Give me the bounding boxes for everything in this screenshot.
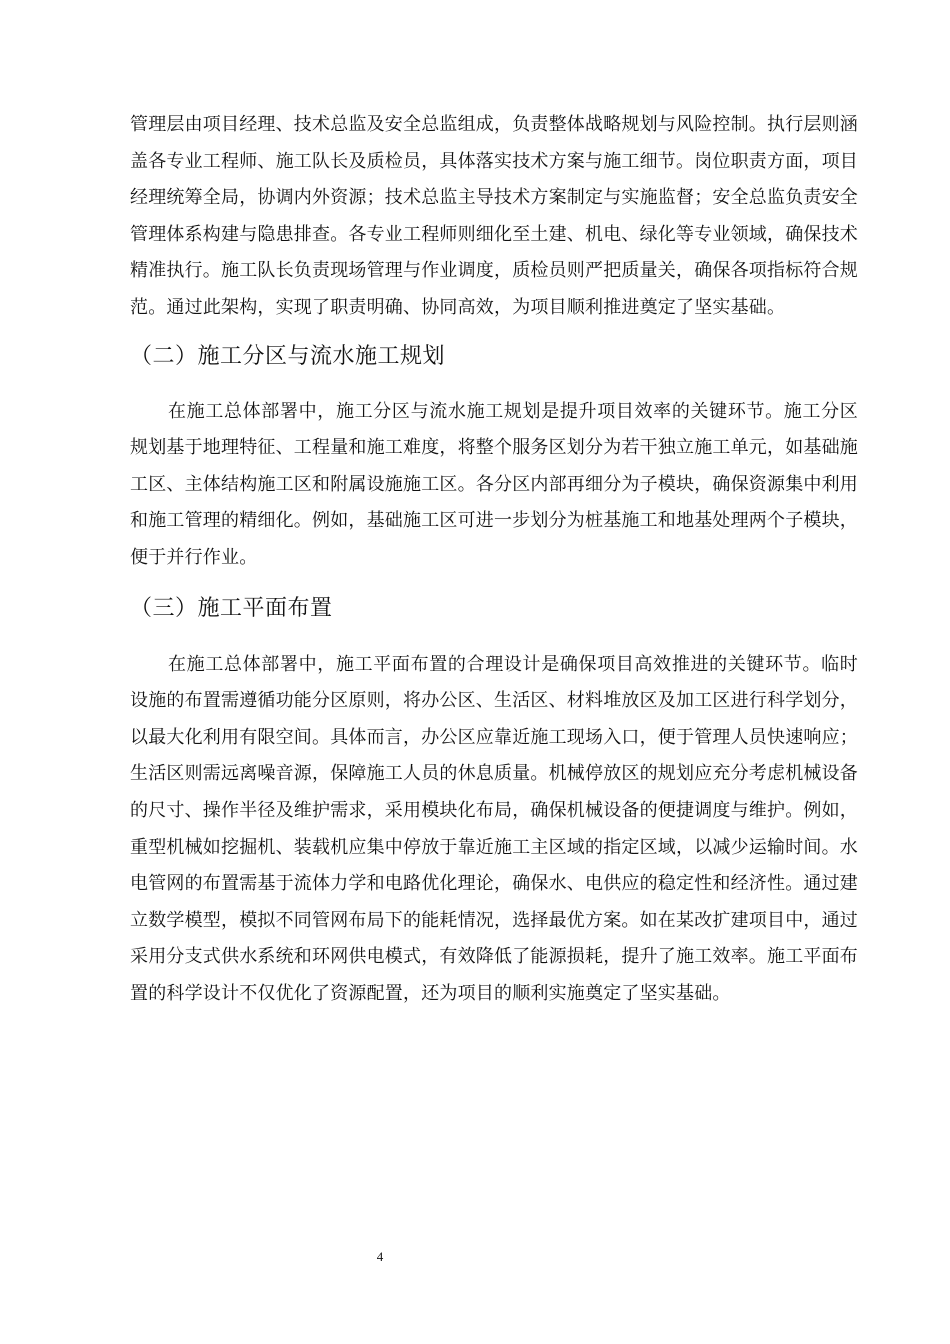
section-heading-site-layout: （三）施工平面布置 bbox=[130, 595, 333, 621]
section-paragraph-construction-zoning: 在施工总体部署中，施工分区与流水施工规划是提升项目效率的关键环节。施工分区规划基于地理特征、工程量和施工难度，将整个服务区划分为若干独立施工单元，如基础施工区、主体结构施工区和附属设施施工区。各分区内部再细分为子模块，确保资源集中利用和施工管理的精细化。例如，基础施工区可进一步划分为桩基施工和地基处理两个子模块，便于并行作业。 bbox=[130, 400, 858, 568]
page-number: 4 bbox=[376, 1249, 384, 1264]
section-heading-construction-zoning: （二）施工分区与流水施工规划 bbox=[130, 343, 446, 369]
intro-paragraph: 管理层由项目经理、技术总监及安全总监组成，负责整体战略规划与风险控制。执行层则涵盖各专业工程师、施工队长及质检员，具体落实技术方案与施工细节。岗位职责方面，项目经理统筹全局，协调内外资源；技术总监主导技术方案制定与实施监督；安全总监负责安全管理体系构建与隐患排查。各专业工程师则细化至土建、机电、绿化等专业领域，确保技术精准执行。施工队长负责现场管理与作业调度，质检员则严把质量关，确保各项指标符合规范。通过此架构，实现了职责明确、协同高效，为项目顺利推进奠定了坚实基础。 bbox=[130, 114, 858, 318]
section-paragraph-site-layout: 在施工总体部署中，施工平面布置的合理设计是确保项目高效推进的关键环节。临时设施的布置需遵循功能分区原则，将办公区、生活区、材料堆放区及加工区进行科学划分，以最大化利用有限空间。具体而言，办公区应靠近施工现场入口，便于管理人员快速响应；生活区则需远离噪音源，保障施工人员的休息质量。机械停放区的规划应充分考虑机械设备的尺寸、操作半径及维护需求，采用模块化布局，确保机械设备的便捷调度与维护。例如，重型机械如挖掘机、装载机应集中停放于靠近施工主区域的指定区域，以减少运输时间。水电管网的布置需基于流体力学和电路优化理论，确保水、电供应的稳定性和经济性。通过建立数学模型，模拟不同管网布局下的能耗情况，选择最优方案。如在某改扩建项目中，通过采用分支式供水系统和环网供电模式，有效降低了能源损耗，提升了施工效率。施工平面布置的科学设计不仅优化了资源配置，还为项目的顺利实施奠定了坚实基础。 bbox=[130, 653, 858, 1004]
document-page bbox=[130, 107, 858, 1012]
